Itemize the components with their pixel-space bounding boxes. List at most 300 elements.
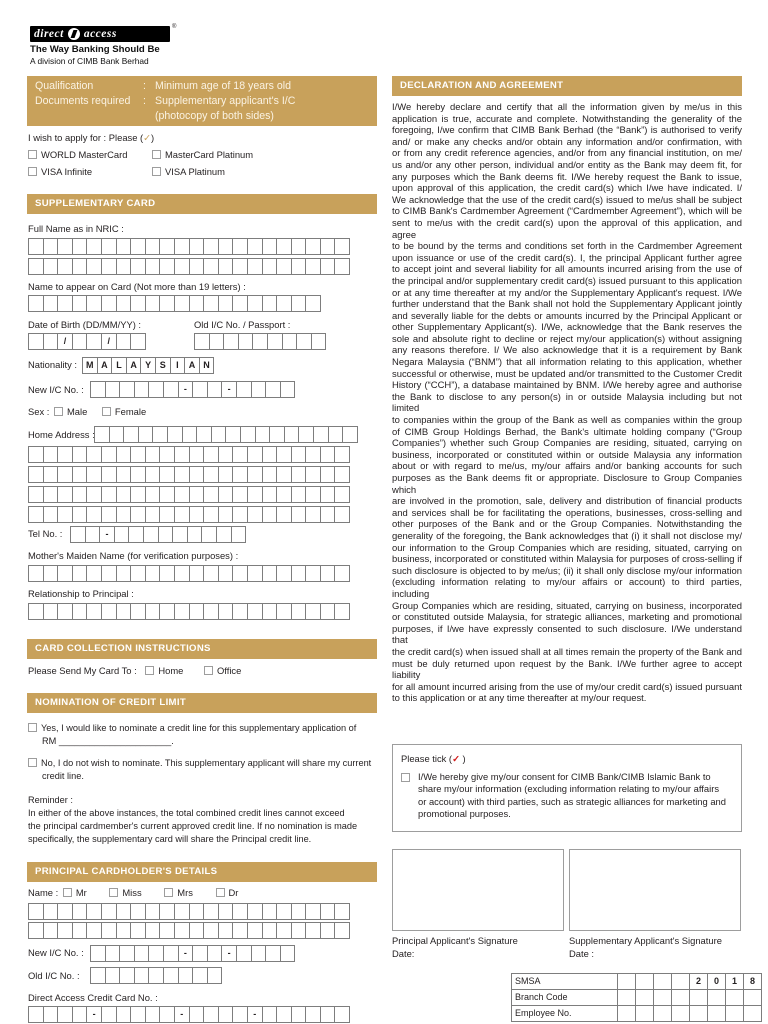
char-box[interactable] [313,426,329,443]
char-box[interactable] [148,967,164,984]
checkbox[interactable] [152,167,161,176]
char-box[interactable] [134,381,150,398]
char-box[interactable] [28,903,44,920]
char-box[interactable] [203,486,219,503]
char-box[interactable] [159,466,175,483]
char-box[interactable] [284,426,300,443]
char-box[interactable] [305,506,321,523]
char-box[interactable] [280,381,296,398]
char-box[interactable] [247,922,263,939]
char-box[interactable] [159,238,175,255]
char-box[interactable] [130,258,146,275]
char-box[interactable] [105,967,121,984]
char-box[interactable] [282,333,298,350]
char-box[interactable] [280,945,296,962]
char-box[interactable] [328,426,344,443]
char-box[interactable] [145,295,161,312]
char-box[interactable] [86,603,102,620]
char-box[interactable] [174,258,190,275]
char-box[interactable] [57,903,73,920]
char-box[interactable] [291,258,307,275]
char-box[interactable] [43,238,59,255]
char-box[interactable] [130,466,146,483]
miss-checkbox[interactable] [109,888,118,897]
checkbox[interactable] [28,150,37,159]
home-address-line-5[interactable] [28,506,349,523]
char-box[interactable] [192,967,208,984]
branch-code-cell[interactable] [618,990,636,1006]
char-box[interactable] [43,333,59,350]
char-box[interactable] [28,506,44,523]
char-box[interactable] [174,486,190,503]
char-box[interactable] [334,486,350,503]
char-box[interactable] [247,903,263,920]
char-box[interactable] [138,426,154,443]
employee-no-cell[interactable] [654,1006,672,1022]
char-box[interactable] [232,506,248,523]
char-box[interactable] [119,945,135,962]
char-box[interactable] [291,486,307,503]
char-box[interactable] [247,486,263,503]
char-box[interactable]: - [174,1006,190,1023]
char-box[interactable] [57,506,73,523]
char-box[interactable] [209,333,225,350]
char-box[interactable] [276,903,292,920]
relationship-field[interactable] [28,603,349,620]
char-box[interactable] [130,903,146,920]
char-box[interactable] [70,526,86,543]
char-box[interactable] [158,526,174,543]
char-box[interactable] [72,922,88,939]
char-box[interactable] [163,967,179,984]
char-box[interactable] [218,603,234,620]
employee-no-cell[interactable] [726,1006,744,1022]
char-box[interactable] [218,238,234,255]
char-box[interactable] [43,565,59,582]
char-box[interactable] [128,526,144,543]
char-box[interactable] [90,967,106,984]
char-box[interactable] [28,1006,44,1023]
char-box[interactable]: I [170,357,186,374]
char-box[interactable] [238,333,254,350]
char-box[interactable] [101,486,117,503]
char-box[interactable] [218,466,234,483]
char-box[interactable] [189,922,205,939]
char-box[interactable] [247,466,263,483]
char-box[interactable] [232,1006,248,1023]
home-address-line-4[interactable] [28,486,349,503]
char-box[interactable]: A [126,357,142,374]
char-box[interactable] [72,1006,88,1023]
char-box[interactable] [101,565,117,582]
char-box[interactable] [116,446,132,463]
char-box[interactable] [182,426,198,443]
char-box[interactable] [218,922,234,939]
char-box[interactable] [174,466,190,483]
char-box[interactable] [174,446,190,463]
char-box[interactable] [116,922,132,939]
char-box[interactable] [159,506,175,523]
char-box[interactable] [159,922,175,939]
char-box[interactable] [320,238,336,255]
tel-field[interactable] [70,526,245,543]
char-box[interactable] [57,466,73,483]
char-box[interactable] [262,466,278,483]
char-box[interactable] [43,603,59,620]
char-box[interactable] [116,603,132,620]
char-box[interactable] [116,295,132,312]
char-box[interactable] [225,426,241,443]
char-box[interactable] [145,466,161,483]
char-box[interactable] [305,446,321,463]
char-box[interactable] [105,945,121,962]
char-box[interactable] [159,446,175,463]
char-box[interactable] [145,1006,161,1023]
char-box[interactable] [192,945,208,962]
char-box[interactable]: Y [140,357,156,374]
smsa-cell[interactable] [672,974,690,990]
char-box[interactable] [72,238,88,255]
char-box[interactable] [72,565,88,582]
char-box[interactable]: - [99,526,115,543]
char-box[interactable] [119,381,135,398]
char-box[interactable] [232,238,248,255]
char-box[interactable] [43,903,59,920]
char-box[interactable] [57,238,73,255]
char-box[interactable] [232,466,248,483]
char-box[interactable] [72,506,88,523]
char-box[interactable] [159,1006,175,1023]
char-box[interactable] [203,603,219,620]
name-on-card-field[interactable] [28,295,320,312]
char-box[interactable] [119,967,135,984]
char-box[interactable] [148,945,164,962]
char-box[interactable] [291,466,307,483]
char-box[interactable] [276,922,292,939]
char-box[interactable] [43,466,59,483]
char-box[interactable] [207,381,223,398]
char-box[interactable] [163,945,179,962]
char-box[interactable] [101,603,117,620]
char-box[interactable] [305,258,321,275]
char-box[interactable]: - [221,381,237,398]
consent-checkbox[interactable] [401,773,410,782]
char-box[interactable]: / [57,333,73,350]
branch-code-cell[interactable] [636,990,654,1006]
char-box[interactable] [192,381,208,398]
char-box[interactable] [109,426,125,443]
char-box[interactable] [189,1006,205,1023]
char-box[interactable] [267,333,283,350]
checkbox[interactable] [152,150,161,159]
char-box[interactable]: - [178,381,194,398]
char-box[interactable]: - [178,945,194,962]
char-box[interactable] [189,258,205,275]
char-box[interactable] [72,295,88,312]
char-box[interactable] [189,238,205,255]
branch-code-cell[interactable] [654,990,672,1006]
char-box[interactable] [72,466,88,483]
char-box[interactable] [159,295,175,312]
new-ic-field[interactable] [90,381,294,398]
char-box[interactable] [211,426,227,443]
principal-old-ic-field[interactable] [90,967,221,984]
char-box[interactable] [116,903,132,920]
rm-amount-field[interactable]: RM ______________________. [42,736,174,746]
char-box[interactable] [189,466,205,483]
char-box[interactable] [28,486,44,503]
char-box[interactable] [305,903,321,920]
char-box[interactable] [101,1006,117,1023]
char-box[interactable] [130,486,146,503]
char-box[interactable] [305,238,321,255]
smsa-cell[interactable]: 2 [690,974,708,990]
char-box[interactable] [276,238,292,255]
char-box[interactable] [116,333,132,350]
char-box[interactable] [218,565,234,582]
char-box[interactable] [305,565,321,582]
char-box[interactable] [218,258,234,275]
char-box[interactable] [28,333,44,350]
char-box[interactable] [86,258,102,275]
char-box[interactable] [262,922,278,939]
char-box[interactable] [86,238,102,255]
char-box[interactable] [203,258,219,275]
char-box[interactable] [334,506,350,523]
char-box[interactable]: A [184,357,200,374]
char-box[interactable] [320,603,336,620]
char-box[interactable]: - [247,1006,263,1023]
mr-checkbox[interactable] [63,888,72,897]
char-box[interactable] [159,903,175,920]
char-box[interactable] [101,506,117,523]
char-box[interactable] [172,526,188,543]
smsa-cell[interactable] [654,974,672,990]
branch-code-cell[interactable] [672,990,690,1006]
char-box[interactable] [252,333,268,350]
home-address-line-3[interactable] [28,466,349,483]
char-box[interactable] [116,486,132,503]
char-box[interactable] [232,486,248,503]
full-name-line-1[interactable] [28,238,349,255]
char-box[interactable] [247,603,263,620]
char-box[interactable] [72,333,88,350]
char-box[interactable] [130,603,146,620]
char-box[interactable] [311,333,327,350]
char-box[interactable] [130,1006,146,1023]
smsa-cell[interactable] [636,974,654,990]
char-box[interactable] [145,603,161,620]
principal-new-ic-field[interactable] [90,945,294,962]
option-visa-infinite[interactable]: VISA Infinite [28,166,92,178]
principal-signature-box[interactable] [392,849,564,931]
char-box[interactable] [218,295,234,312]
char-box[interactable] [320,1006,336,1023]
smsa-cell[interactable] [618,974,636,990]
char-box[interactable] [145,258,161,275]
char-box[interactable] [86,486,102,503]
char-box[interactable] [28,603,44,620]
option-visa-platinum[interactable]: VISA Platinum [152,166,225,178]
employee-no-cell[interactable] [708,1006,726,1022]
char-box[interactable] [174,506,190,523]
yes-checkbox[interactable] [28,723,37,732]
char-box[interactable] [320,258,336,275]
option-world-mastercard[interactable]: WORLD MasterCard [28,149,127,161]
char-box[interactable] [28,238,44,255]
char-box[interactable] [218,446,234,463]
char-box[interactable] [57,486,73,503]
char-box[interactable] [57,446,73,463]
mrs-checkbox[interactable] [164,888,173,897]
char-box[interactable] [116,506,132,523]
home-checkbox[interactable] [145,666,154,675]
char-box[interactable] [334,603,350,620]
char-box[interactable] [130,238,146,255]
smsa-cell[interactable]: 1 [726,974,744,990]
char-box[interactable] [101,922,117,939]
employee-no-cell[interactable] [618,1006,636,1022]
char-box[interactable] [28,466,44,483]
char-box[interactable] [232,565,248,582]
char-box[interactable] [218,903,234,920]
nominate-yes-option[interactable]: Yes, I would like to nominate a credit line for this supplementary application of RM ______________________. [28,722,378,748]
char-box[interactable] [262,565,278,582]
char-box[interactable] [334,466,350,483]
char-box[interactable] [276,565,292,582]
char-box[interactable] [247,238,263,255]
char-box[interactable] [342,426,358,443]
char-box[interactable] [101,295,117,312]
char-box[interactable] [145,506,161,523]
char-box[interactable] [291,903,307,920]
char-box[interactable] [298,426,314,443]
char-box[interactable] [218,506,234,523]
principal-name-line-1[interactable] [28,903,349,920]
employee-no-cell[interactable] [744,1006,762,1022]
char-box[interactable] [320,466,336,483]
char-box[interactable] [159,565,175,582]
char-box[interactable] [269,426,285,443]
char-box[interactable] [86,922,102,939]
char-box[interactable] [174,603,190,620]
char-box[interactable] [134,967,150,984]
employee-no-cell[interactable] [690,1006,708,1022]
char-box[interactable] [72,486,88,503]
char-box[interactable] [305,486,321,503]
char-box[interactable] [86,506,102,523]
char-box[interactable] [236,381,252,398]
char-box[interactable] [320,903,336,920]
char-box[interactable] [145,238,161,255]
char-box[interactable] [174,295,190,312]
char-box[interactable] [57,295,73,312]
card-number-field[interactable] [28,1006,349,1023]
char-box[interactable] [130,295,146,312]
char-box[interactable] [265,381,281,398]
char-box[interactable] [189,295,205,312]
char-box[interactable]: - [221,945,237,962]
smsa-cell[interactable]: 0 [708,974,726,990]
char-box[interactable] [90,381,106,398]
char-box[interactable] [101,238,117,255]
char-box[interactable] [187,526,203,543]
char-box[interactable]: N [199,357,215,374]
char-box[interactable] [247,506,263,523]
char-box[interactable] [116,1006,132,1023]
char-box[interactable] [86,466,102,483]
char-box[interactable] [207,945,223,962]
char-box[interactable] [101,466,117,483]
char-box[interactable] [43,506,59,523]
char-box[interactable] [276,1006,292,1023]
char-box[interactable] [203,466,219,483]
char-box[interactable] [251,381,267,398]
char-box[interactable] [174,903,190,920]
char-box[interactable] [159,603,175,620]
char-box[interactable] [262,1006,278,1023]
char-box[interactable] [236,945,252,962]
char-box[interactable] [130,506,146,523]
char-box[interactable] [203,446,219,463]
char-box[interactable] [276,446,292,463]
char-box[interactable] [255,426,271,443]
char-box[interactable] [101,903,117,920]
char-box[interactable] [218,1006,234,1023]
char-box[interactable] [116,565,132,582]
char-box[interactable] [305,603,321,620]
char-box[interactable] [247,295,263,312]
nationality-field[interactable] [82,357,213,374]
home-address-line-1[interactable] [94,426,357,443]
char-box[interactable] [189,446,205,463]
char-box[interactable] [163,381,179,398]
employee-no-cell[interactable] [672,1006,690,1022]
char-box[interactable]: L [111,357,127,374]
char-box[interactable] [305,1006,321,1023]
char-box[interactable] [116,238,132,255]
char-box[interactable] [189,603,205,620]
old-ic-field[interactable] [194,333,325,350]
char-box[interactable] [216,526,232,543]
char-box[interactable] [247,446,263,463]
char-box[interactable] [320,565,336,582]
branch-code-cell[interactable] [690,990,708,1006]
char-box[interactable] [247,258,263,275]
char-box[interactable] [130,333,146,350]
char-box[interactable] [159,258,175,275]
employee-no-cell[interactable] [636,1006,654,1022]
char-box[interactable] [114,526,130,543]
char-box[interactable] [101,258,117,275]
char-box[interactable] [72,446,88,463]
char-box[interactable] [86,333,102,350]
char-box[interactable] [203,1006,219,1023]
char-box[interactable] [43,486,59,503]
char-box[interactable] [85,526,101,543]
char-box[interactable] [196,426,212,443]
char-box[interactable] [291,238,307,255]
char-box[interactable] [148,381,164,398]
dob-field[interactable] [28,333,145,350]
char-box[interactable] [291,1006,307,1023]
char-box[interactable] [28,295,44,312]
char-box[interactable] [291,446,307,463]
char-box[interactable] [143,526,159,543]
char-box[interactable] [43,446,59,463]
char-box[interactable] [247,565,263,582]
char-box[interactable] [291,295,307,312]
